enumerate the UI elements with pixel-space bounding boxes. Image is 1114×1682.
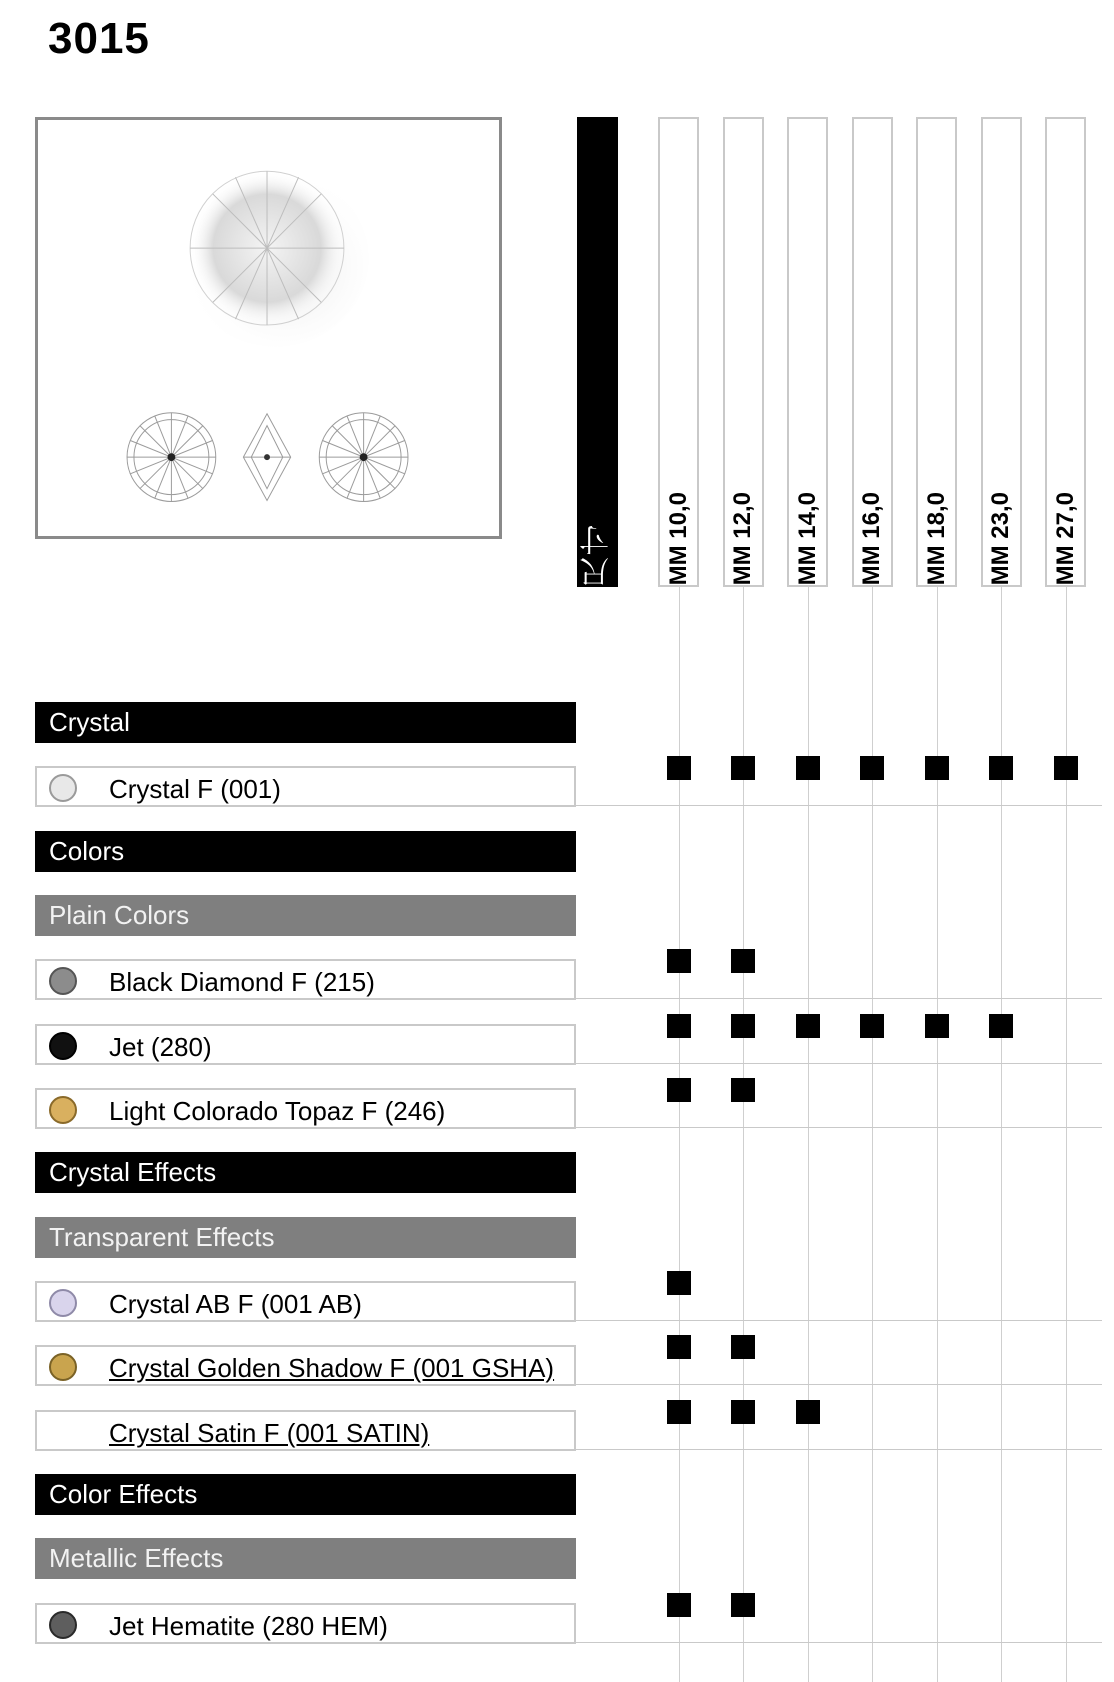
size-column-gridline — [872, 587, 873, 1682]
size-column-gridline — [1001, 587, 1002, 1682]
availability-marker — [731, 1335, 755, 1359]
availability-marker — [667, 1014, 691, 1038]
availability-marker — [989, 756, 1013, 780]
size-column-header — [658, 117, 699, 587]
row-gridline — [576, 1384, 1102, 1385]
availability-marker — [667, 1400, 691, 1424]
color-row — [35, 1024, 576, 1065]
color-row — [35, 1281, 576, 1322]
size-column-header — [852, 117, 893, 587]
size-column-header — [916, 117, 957, 587]
availability-marker — [796, 756, 820, 780]
subcategory-header: Plain Colors — [35, 895, 576, 936]
availability-marker — [667, 1593, 691, 1617]
color-name: Crystal Golden Shadow F (001 GSHA) — [109, 1353, 555, 1384]
color-name: Jet Hematite (280 HEM) — [109, 1610, 388, 1641]
color-swatch-icon — [49, 1032, 77, 1060]
size-column-header — [787, 117, 828, 587]
article-number: 3015 — [48, 14, 150, 63]
availability-marker — [667, 1078, 691, 1102]
size-column-label: MM 27,0 — [1051, 491, 1079, 585]
category-header: Colors — [35, 831, 576, 872]
size-column-label: MM 10,0 — [664, 491, 692, 585]
availability-marker — [1054, 756, 1078, 780]
color-name: Light Colorado Topaz F (246) — [109, 1095, 446, 1126]
size-column-gridline — [1066, 587, 1067, 1682]
color-name: Black Diamond F (215) — [109, 967, 375, 998]
color-name: Crystal Satin F (001 SATIN) — [109, 1417, 430, 1448]
availability-marker — [860, 756, 884, 780]
availability-marker — [731, 1593, 755, 1617]
color-swatch-icon — [49, 1289, 77, 1317]
rivoli-stone-illustration — [38, 120, 499, 536]
availability-marker — [731, 949, 755, 973]
availability-marker — [925, 1014, 949, 1038]
color-swatch-icon — [49, 1353, 77, 1381]
category-header: Crystal — [35, 702, 576, 743]
category-header: Crystal Effects — [35, 1152, 576, 1193]
row-gridline — [576, 1642, 1102, 1643]
availability-marker — [925, 756, 949, 780]
size-header — [577, 117, 618, 587]
row-gridline — [576, 998, 1102, 999]
availability-marker — [731, 1014, 755, 1038]
color-row — [35, 1603, 576, 1644]
availability-marker — [796, 1400, 820, 1424]
size-column-label: MM 23,0 — [987, 491, 1014, 585]
color-row — [35, 1088, 576, 1129]
availability-marker — [667, 949, 691, 973]
availability-marker — [731, 1400, 755, 1424]
size-column-gridline — [743, 587, 744, 1682]
availability-marker — [796, 1014, 820, 1038]
color-name: Crystal AB F (001 AB) — [109, 1288, 362, 1319]
color-row — [35, 1410, 576, 1451]
size-column-gridline — [937, 587, 938, 1682]
row-gridline — [576, 1320, 1102, 1321]
row-gridline — [576, 805, 1102, 806]
availability-marker — [860, 1014, 884, 1038]
availability-marker — [667, 1335, 691, 1359]
availability-marker — [731, 756, 755, 780]
color-row — [35, 766, 576, 807]
color-swatch-icon — [49, 1096, 77, 1124]
availability-marker — [731, 1078, 755, 1102]
size-column-label: MM 18,0 — [922, 491, 950, 585]
color-swatch-icon — [49, 774, 77, 802]
size-header-label: 尺寸 — [580, 523, 614, 587]
subcategory-header: Metallic Effects — [35, 1538, 576, 1579]
size-column-header — [981, 117, 1022, 587]
size-column-gridline — [808, 587, 809, 1682]
availability-marker — [667, 1271, 691, 1295]
size-column-label: MM 14,0 — [793, 491, 821, 585]
availability-marker — [989, 1014, 1013, 1038]
color-name: Crystal F (001) — [109, 774, 281, 805]
color-row — [35, 1345, 576, 1386]
size-column-label: MM 16,0 — [858, 491, 885, 585]
subcategory-header: Transparent Effects — [35, 1217, 576, 1258]
product-image — [35, 117, 502, 539]
size-column-header — [1045, 117, 1086, 587]
color-swatch-icon — [49, 1611, 77, 1639]
size-column-header — [723, 117, 764, 587]
size-column-label: MM 12,0 — [729, 491, 756, 585]
size-column-gridline — [679, 587, 680, 1682]
availability-marker — [667, 756, 691, 780]
row-gridline — [576, 1449, 1102, 1450]
color-swatch-icon — [49, 967, 77, 995]
row-gridline — [576, 1063, 1102, 1064]
category-header: Color Effects — [35, 1474, 576, 1515]
color-name: Jet (280) — [109, 1031, 212, 1062]
row-gridline — [576, 1127, 1102, 1128]
color-row — [35, 959, 576, 1000]
